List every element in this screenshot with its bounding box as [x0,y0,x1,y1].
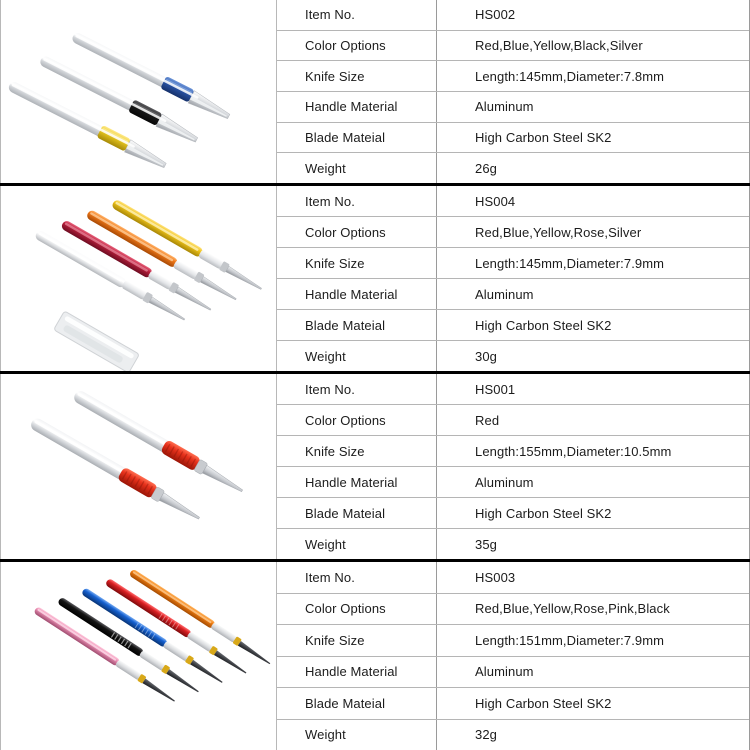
spec-table-hs003 [277,562,750,750]
spec-row-knife-size [277,248,749,279]
spec-row-color-options [277,31,749,62]
spec-value: Aluminum [475,474,534,490]
spec-label: Weight [277,720,437,750]
spec-value: High Carbon Steel SK2 [475,317,612,333]
spec-label: Weight [277,153,437,183]
spec-value: 26g [475,160,497,176]
spec-value: Length:145mm,Diameter:7.9mm [475,255,665,271]
spec-value: Length:145mm,Diameter:7.8mm [475,68,665,84]
spec-value: HS004 [475,193,516,209]
spec-row-item-no [277,562,749,594]
spec-row-handle-material [277,657,749,689]
spec-label: Handle Material [277,279,437,309]
spec-row-knife-size [277,625,749,657]
spec-label: Blade Mateial [277,310,437,340]
spec-label: Knife Size [277,625,437,656]
spec-value: High Carbon Steel SK2 [475,695,612,711]
spec-table-hs001 [277,374,750,559]
spec-value: Aluminum [475,286,534,302]
spec-table-hs002 [277,0,750,183]
spec-label: Color Options [277,405,437,435]
spec-label: Weight [277,341,437,371]
spec-value: Red,Blue,Yellow,Black,Silver [475,38,643,53]
hs004-knife-photo [1,186,276,371]
spec-value: 32g [475,727,497,743]
product-image-hs002 [0,0,277,183]
product-block [0,186,750,374]
spec-label: Color Options [277,31,437,61]
spec-value: Red,Blue,Yellow,Rose,Silver [475,224,642,240]
spec-value: Aluminum [475,664,534,680]
spec-label: Color Options [277,594,437,625]
spec-label: Handle Material [277,657,437,688]
spec-label: Color Options [277,217,437,247]
spec-row-knife-size [277,61,749,92]
spec-label: Weight [277,529,437,559]
product-block [0,0,750,186]
spec-row-handle-material [277,279,749,310]
spec-row-color-options [277,594,749,626]
spec-row-item-no [277,0,749,31]
spec-row-handle-material [277,467,749,498]
spec-value: HS003 [475,569,516,585]
product-block [0,562,750,750]
spec-row-knife-size [277,436,749,467]
spec-table-hs004 [277,186,750,371]
spec-value: High Carbon Steel SK2 [475,130,612,146]
spec-value: High Carbon Steel SK2 [475,505,612,521]
spec-value: Length:151mm,Diameter:7.9mm [475,632,665,648]
spec-label: Item No. [277,186,437,216]
spec-label: Item No. [277,374,437,404]
spec-value: Red [475,412,500,428]
spec-row-weight [277,341,749,371]
spec-label: Blade Mateial [277,498,437,528]
spec-row-handle-material [277,92,749,123]
spec-row-blade-material [277,310,749,341]
spec-label: Item No. [277,562,437,593]
hs002-knife-photo [1,0,276,183]
spec-value: HS001 [475,381,516,397]
spec-row-color-options [277,405,749,436]
hs001-knife-photo [1,374,276,559]
spec-row-blade-material [277,688,749,720]
spec-label: Knife Size [277,248,437,278]
spec-value: HS002 [475,7,516,23]
spec-row-item-no [277,374,749,405]
spec-value: 30g [475,348,497,364]
spec-label: Item No. [277,0,437,30]
spec-value: 35g [475,536,497,552]
spec-row-blade-material [277,123,749,154]
spec-row-weight [277,720,749,750]
spec-value: Red,Blue,Yellow,Rose,Pink,Black [475,601,670,617]
product-image-hs001 [0,374,277,559]
spec-value: Aluminum [475,99,534,115]
product-block [0,374,750,562]
product-image-hs003 [0,562,277,750]
spec-label: Knife Size [277,436,437,466]
spec-label: Blade Mateial [277,123,437,153]
spec-row-item-no [277,186,749,217]
spec-label: Handle Material [277,467,437,497]
spec-row-weight [277,153,749,183]
spec-row-blade-material [277,498,749,529]
spec-label: Handle Material [277,92,437,122]
spec-label: Knife Size [277,61,437,91]
hs003-knife-photo [1,562,276,750]
product-image-hs004 [0,186,277,371]
spec-row-color-options [277,217,749,248]
spec-row-weight [277,529,749,559]
spec-label: Blade Mateial [277,688,437,719]
spec-value: Length:155mm,Diameter:10.5mm [475,443,672,459]
